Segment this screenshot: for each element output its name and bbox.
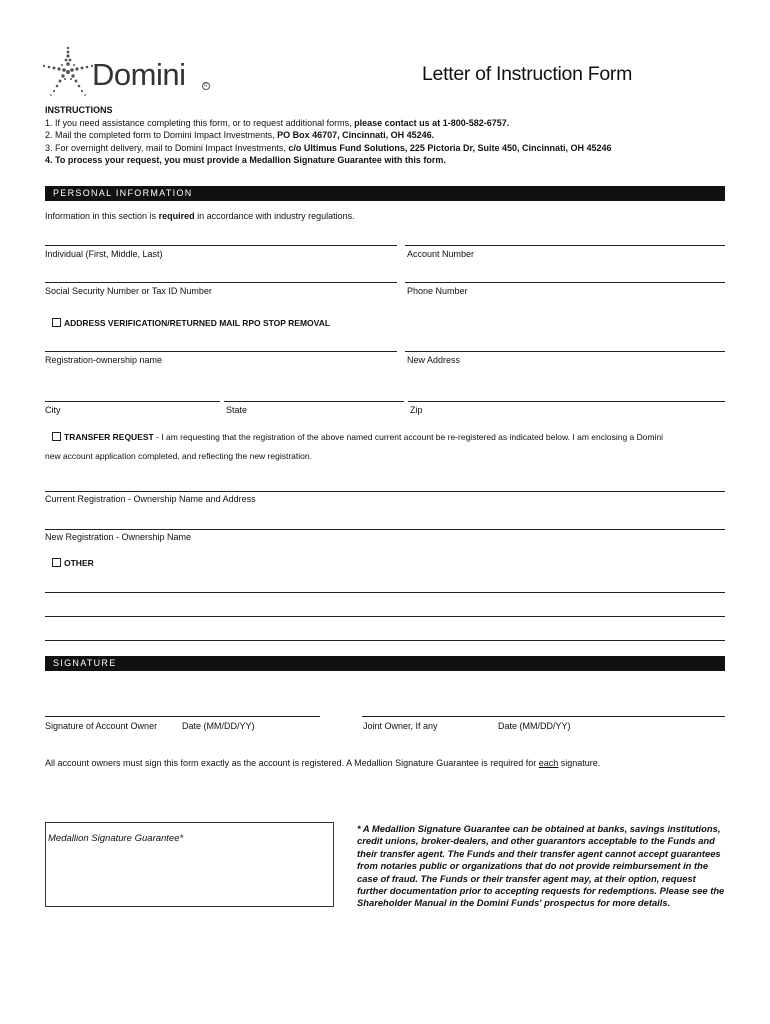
account-number-field-line[interactable] <box>405 245 725 246</box>
other-line-3[interactable] <box>45 640 725 641</box>
transfer-request-option[interactable] <box>52 432 663 443</box>
signature-statement <box>45 758 600 769</box>
star-logo-icon <box>40 44 96 96</box>
page-title: Letter of Instruction Form <box>422 63 633 85</box>
other-option[interactable] <box>52 558 94 569</box>
instruction-2-address: PO Box 46707, Cincinnati, OH 45246. <box>277 130 435 140</box>
state-field-line[interactable] <box>224 401 404 402</box>
address-verification-checkbox[interactable] <box>52 318 61 327</box>
instruction-line-2 <box>45 130 434 141</box>
personal-information-heading: PERSONAL INFORMATION <box>53 188 193 198</box>
new-address-label: New Address <box>407 355 461 365</box>
instruction-3-address: c/o Ultimus Fund Solutions, 225 Pictoria Dr, Suite 450, Cincinnati, OH 45246 <box>288 143 612 153</box>
current-registration-field-line[interactable] <box>45 491 725 492</box>
medallion-box-label: Medallion Signature Guarantee* <box>48 833 184 844</box>
instruction-3-text: 3. For overnight delivery, mail to Domini Impact Investments, <box>45 143 289 153</box>
joint-date-label: Date (MM/DD/YY) <box>498 721 571 731</box>
joint-signature-line[interactable] <box>362 716 725 717</box>
personal-information-bar <box>45 186 725 201</box>
instructions-heading: INSTRUCTIONS <box>45 105 113 115</box>
owner-signature-line[interactable] <box>45 716 320 717</box>
other-label: OTHER <box>64 558 94 568</box>
address-verification-label: ADDRESS VERIFICATION/RETURNED MAIL RPO STOP REMOVAL <box>64 318 331 328</box>
personal-intro <box>45 211 355 222</box>
registered-mark: R <box>204 83 208 89</box>
current-registration-label: Current Registration - Ownership Name and Address <box>45 494 256 504</box>
statement-each: each <box>538 758 559 768</box>
individual-label: Individual (First, Middle, Last) <box>45 249 163 259</box>
ssn-field-line[interactable] <box>45 282 397 283</box>
transfer-request-checkbox[interactable] <box>52 432 61 441</box>
intro-text-c: in accordance with industry regulations. <box>194 211 355 221</box>
instruction-2-text: 2. Mail the completed form to Domini Impact Investments, <box>45 130 278 140</box>
state-label: State <box>226 405 248 415</box>
city-label: City <box>45 405 61 415</box>
account-number-label: Account Number <box>407 249 475 259</box>
medallion-guarantee-box[interactable] <box>45 822 334 907</box>
logo-text: Domini <box>92 57 186 92</box>
address-verification-option[interactable] <box>52 318 330 329</box>
transfer-request-label: TRANSFER REQUEST <box>64 432 154 442</box>
new-address-field-line[interactable] <box>405 351 725 352</box>
owner-date-label: Date (MM/DD/YY) <box>182 721 255 731</box>
other-line-1[interactable] <box>45 592 725 593</box>
new-registration-label: New Registration - Ownership Name <box>45 532 192 542</box>
other-checkbox[interactable] <box>52 558 61 567</box>
zip-field-line[interactable] <box>408 401 725 402</box>
joint-owner-label: Joint Owner, If any <box>363 721 438 731</box>
phone-label: Phone Number <box>407 286 468 296</box>
new-registration-field-line[interactable] <box>45 529 725 530</box>
intro-text-a: Information in this section is <box>45 211 159 221</box>
signature-bar <box>45 656 725 671</box>
instruction-line-3 <box>45 143 612 154</box>
instruction-line-4: 4. To process your request, you must provide a Medallion Signature Guarantee with this form. <box>45 155 446 165</box>
instruction-1-text: 1. If you need assistance completing this form, or to request additional forms, <box>45 118 355 128</box>
registration-name-field-line[interactable] <box>45 351 397 352</box>
instruction-1-phone: please contact us at 1-800-582-6757. <box>354 118 510 128</box>
individual-field-line[interactable] <box>45 245 397 246</box>
zip-label: Zip <box>410 405 423 415</box>
ssn-label: Social Security Number or Tax ID Number <box>45 286 212 296</box>
intro-required: required <box>158 211 195 221</box>
phone-field-line[interactable] <box>405 282 725 283</box>
domini-logo <box>40 44 215 96</box>
statement-text-c: signature. <box>558 758 601 768</box>
registration-name-label: Registration-ownership name <box>45 355 163 365</box>
transfer-request-text-2: new account application completed, and reflecting the new registration. <box>45 451 312 461</box>
owner-signature-label: Signature of Account Owner <box>45 721 158 731</box>
other-line-2[interactable] <box>45 616 725 617</box>
medallion-footnote: * A Medallion Signature Guarantee can be obtained at banks, savings institutions, credit unions, broker-dealers, and other guarantors acceptable to the Funds and their transfer agent. The Funds and their transfer agent cannot accept guarantees from notaries public or organizations that do not provide reimbursement in the case of fraud. The Funds or their transfer agent may, at their option, request further documentation prior to accepting requests for redemptions. Please see the Shareholder Manual in the Domini Funds' prospectus for more details. <box>357 823 725 909</box>
instruction-line-1 <box>45 118 509 129</box>
signature-heading: SIGNATURE <box>53 658 117 668</box>
transfer-request-text-1: - I am requesting that the registration of the above named current account be re-registered as indicated below. I am enclosing a Domini <box>153 432 664 442</box>
statement-text-a: All account owners must sign this form exactly as the account is registered. A Medallion Signature Guarantee is required for <box>45 758 539 768</box>
city-field-line[interactable] <box>45 401 220 402</box>
